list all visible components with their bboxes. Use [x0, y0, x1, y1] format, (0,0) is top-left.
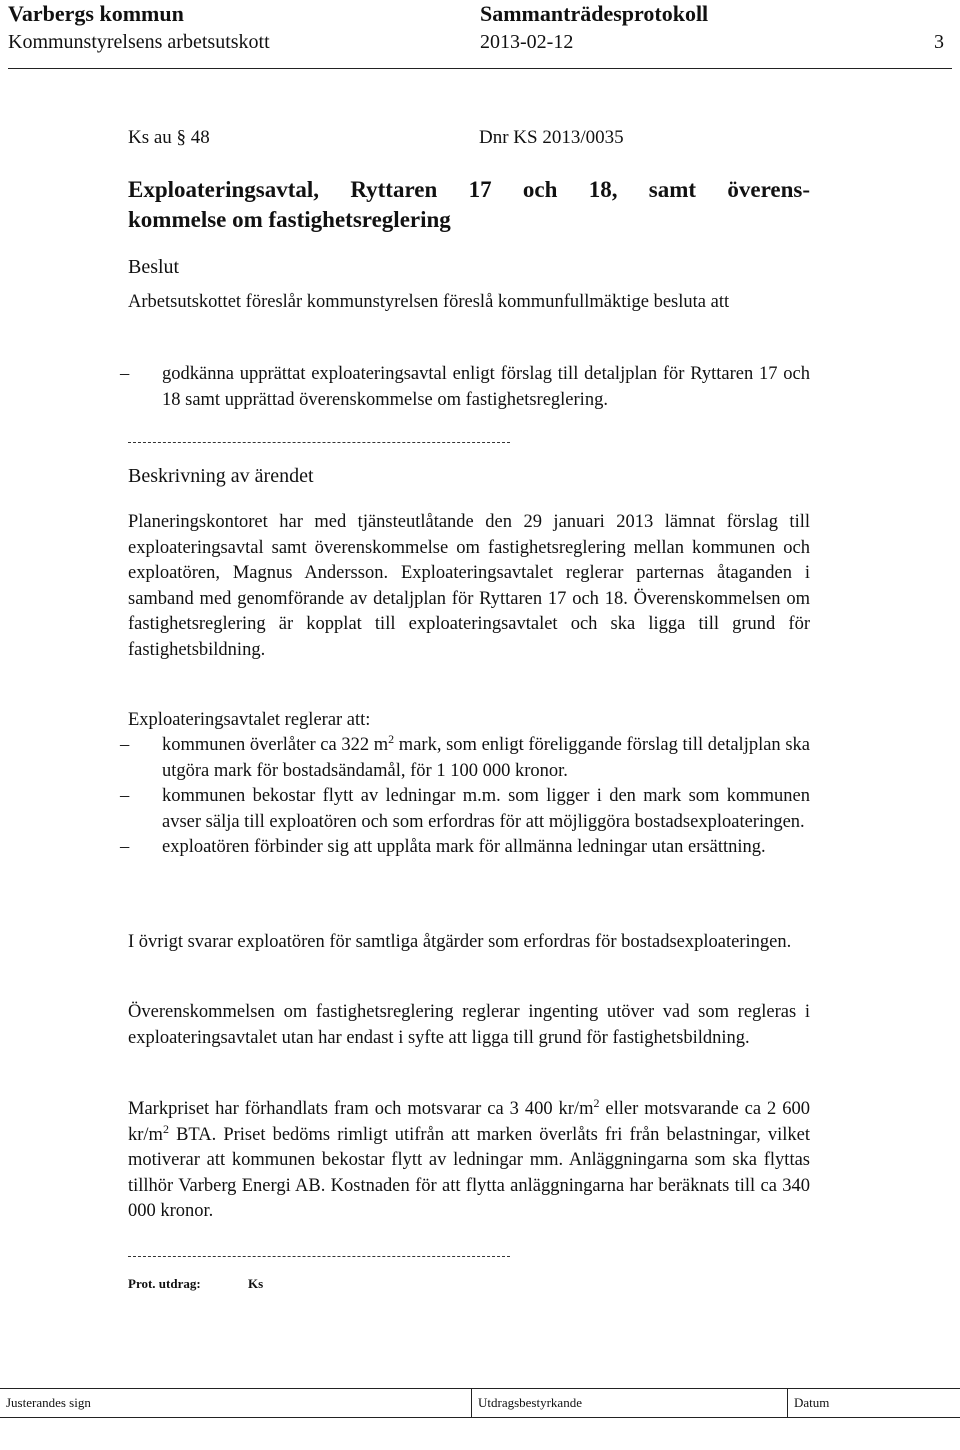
bullet-2-text: kommunen bekostar flytt av ledningar m.m. som ligger i den mark som kommunen avser sälja till exploatören och som erfordras för att möjliggöra bostadsexploateringen. — [162, 786, 810, 832]
list-item — [120, 362, 810, 413]
p4-text-c: BTA. Priset bedöms rimligt utifrån att marken överlåts fri från belastningar, vilket motiverar att kommunen bekostar flytt av ledningar mm. Anläggningarna som ska flyttas tillhör Varberg Energi AB. Kostnaden för att flytta anläggningarna har beräknats till ca 340 000 kronor. — [128, 1124, 810, 1221]
superscript: 2 — [388, 732, 395, 746]
title-line-2: kommelse om fastighetsreglering — [128, 207, 451, 232]
meeting-date: 2013-02-12 — [480, 31, 574, 53]
title-line-1: Exploateringsavtal, Ryttaren 17 och 18, samt överens- — [128, 177, 810, 202]
bullet-list — [120, 732, 810, 861]
footer-date-cell — [787, 1389, 960, 1417]
beskrivning-paragraph-3: Överenskommelsen om fastighetsreglering reglerar ingenting utöver vad som regleras i exploateringsavtalet utan har endast i syfte att ligga till grund för fastighetsbildning. — [128, 1002, 810, 1048]
prot-value: Ks — [248, 1276, 264, 1291]
beslut-heading: Beslut — [128, 256, 180, 278]
dashed-separator — [128, 442, 510, 443]
list-item — [120, 835, 810, 861]
bullet-1-text-b: mark, som enligt föreliggande förslag till detaljplan ska utgöra mark för bostadsändamål, för 1 100 000 kronor. — [162, 735, 810, 781]
org-name: Varbergs kommun — [8, 1, 184, 26]
beskrivning-paragraph-4 — [128, 1097, 810, 1225]
footer-sign-label: Justerandes sign — [6, 1395, 91, 1410]
beslut-list — [120, 362, 810, 413]
doc-type: Sammanträdesprotokoll — [480, 1, 709, 26]
item-number-row — [128, 125, 810, 151]
bullet-3-text: exploatören förbinder sig att upplåta mark för allmänna ledningar utan ersättning. — [162, 837, 766, 857]
diary-number: Dnr KS 2013/0035 — [479, 127, 624, 148]
p4-text-b: eller motsvarande ca 2 600 kr/m — [128, 1099, 810, 1145]
beskrivning-heading: Beskrivning av ärendet — [128, 465, 314, 487]
footer-certify-cell — [471, 1389, 788, 1417]
prot-utdrag — [128, 1276, 264, 1292]
footer-sign-cell — [0, 1389, 471, 1417]
dash-bullet: – — [120, 735, 130, 755]
beskrivning-paragraph-2: I övrigt svarar exploatören för samtliga åtgärder som erfordras för bostadsexploateringen. — [128, 932, 792, 952]
signature-footer — [0, 1388, 960, 1418]
superscript: 2 — [162, 1121, 169, 1136]
page-title — [128, 175, 810, 235]
page-header-row2 — [8, 28, 952, 56]
beslut-bullet-text: godkänna upprättat exploateringsavtal enligt förslag till detaljplan för Ryttaren 17 och 18 samt upprättad överenskommelse om fastighetsreglering. — [162, 364, 810, 410]
dash-bullet: – — [120, 786, 130, 806]
dashed-separator — [128, 1256, 510, 1257]
footer-date-label: Datum — [794, 1395, 830, 1410]
beslut-text: Arbetsutskottet föreslår kommunstyrelsen föreslå kommunfullmäktige besluta att — [128, 292, 730, 312]
page-header-row1 — [8, 0, 952, 28]
footer-certify-label: Utdragsbestyrkande — [478, 1395, 582, 1410]
bullet-1-text-a: kommunen överlåter ca 322 m — [162, 735, 389, 755]
prot-label: Prot. utdrag: — [128, 1276, 201, 1291]
paragraph-number: Ks au § 48 — [128, 127, 210, 148]
header-rule — [8, 68, 952, 69]
dash-bullet: – — [120, 364, 130, 384]
dash-bullet: – — [120, 837, 130, 857]
superscript: 2 — [593, 1096, 600, 1110]
beskrivning-paragraph-1: Planeringskontoret har med tjänsteutlåtande den 29 januari 2013 lämnat förslag till exploateringsavtal samt överenskommelse om fastighetsreglering mellan kommunen och exploatören, Magnus Andersson. Exploateringsavtalet reglerar parternas åtaganden i samband med genomförande av detaljplan för Ryttaren 17 och 18. Överenskommelsen om fastighetsreglering är kopplat till exploateringsavtalet och ska ligga till grund för fastighetsbildning. — [128, 512, 810, 660]
page-number: 3 — [934, 31, 944, 53]
committee-name: Kommunstyrelsens arbetsutskott — [8, 31, 270, 53]
p4-text-a: Markpriset har förhandlats fram och motsvarar ca 3 400 kr/m — [128, 1099, 594, 1119]
list-intro: Exploateringsavtalet reglerar att: — [128, 710, 371, 730]
list-item — [120, 732, 810, 784]
list-item — [120, 784, 810, 835]
